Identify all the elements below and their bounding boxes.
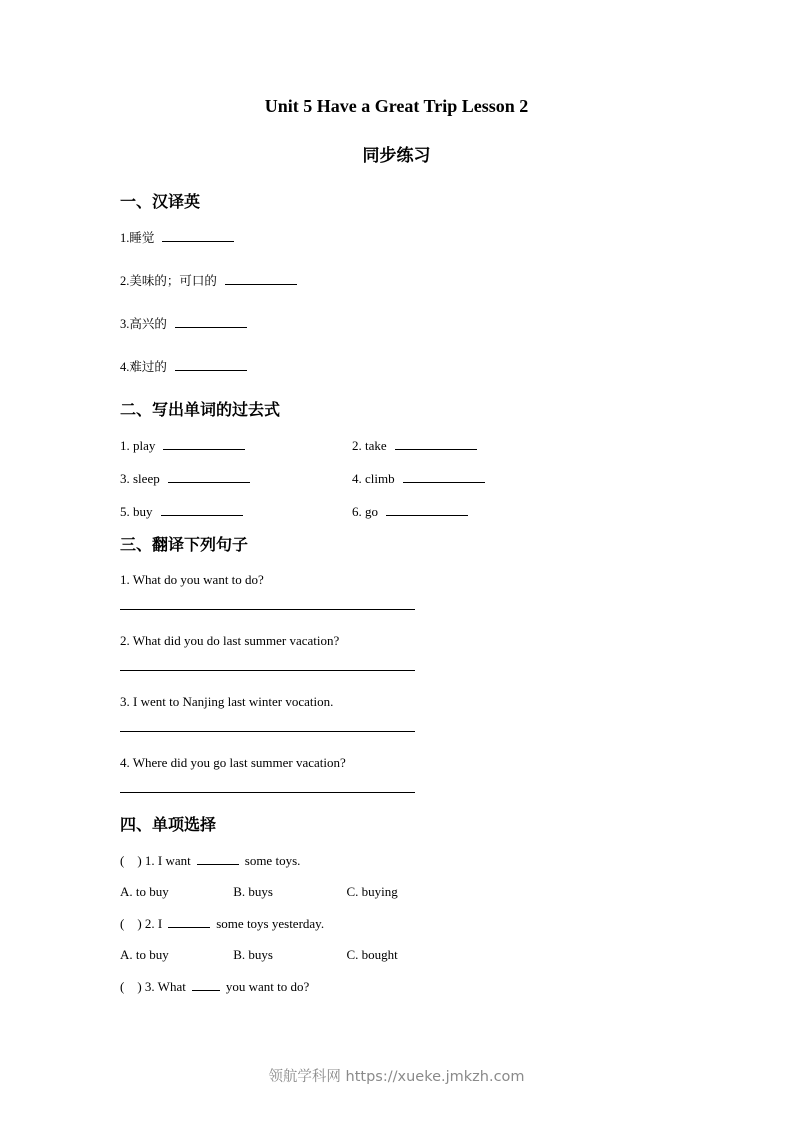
word-item — [120, 502, 352, 521]
page-subtitle: 同步练习 — [362, 146, 431, 166]
answer-blank — [386, 502, 468, 516]
sentence-item: 3. I went to Nanjing last winter vocation. — [120, 694, 334, 709]
item-label: 1.睡觉 — [120, 231, 155, 245]
sentence-item: 4. Where did you go last summer vacation? — [120, 755, 346, 770]
question-prefix: ( ) 1. I want — [120, 853, 191, 868]
question-suffix: some toys. — [244, 853, 301, 868]
answer-blank — [175, 357, 247, 371]
word-row — [120, 502, 620, 521]
word-item — [120, 469, 352, 488]
page-title: Unit 5 Have a Great Trip Lesson 2 — [264, 96, 529, 116]
section-past-tense — [120, 400, 620, 521]
answer-blank — [225, 271, 297, 285]
footer-watermark: 领航学科网 https://xueke.jmkzh.com — [268, 1069, 525, 1085]
word-label: 1. play — [120, 438, 156, 453]
section4-heading: 四、单项选择 — [120, 815, 217, 834]
answer-blank — [197, 851, 239, 865]
section-translate-sentences — [120, 535, 620, 793]
option-b: B. buys — [233, 947, 273, 962]
option-a: A. to buy — [120, 884, 169, 899]
item-label: 3.高兴的 — [120, 317, 167, 331]
mc-question — [120, 977, 620, 996]
word-label: 5. buy — [120, 504, 153, 519]
answer-blank — [403, 469, 485, 483]
answer-blank — [163, 436, 245, 450]
question-suffix: some toys yesterday. — [216, 916, 325, 931]
answer-blank — [395, 436, 477, 450]
worksheet-content — [120, 192, 620, 996]
question-suffix: you want to do? — [225, 979, 310, 994]
translation-item — [120, 228, 620, 247]
mc-question — [120, 851, 620, 870]
section-multiple-choice — [120, 815, 620, 996]
answer-blank — [168, 469, 250, 483]
word-label: 3. sleep — [120, 471, 160, 486]
word-row — [120, 436, 620, 455]
translation-item — [120, 357, 620, 376]
section3-heading: 三、翻译下列句子 — [120, 535, 249, 554]
answer-blank — [162, 228, 234, 242]
mc-options — [120, 946, 620, 964]
question-prefix: ( ) 2. I — [120, 916, 163, 931]
option-c: C. bought — [346, 947, 398, 962]
section1-heading: 一、汉译英 — [120, 192, 201, 211]
item-label: 2.美味的；可口的 — [120, 274, 217, 288]
mc-options — [120, 883, 620, 901]
question-prefix: ( ) 3. What — [120, 979, 186, 994]
translation-item — [120, 271, 620, 290]
sentence-item: 2. What did you do last summer vacation? — [120, 633, 340, 648]
answer-line — [120, 731, 415, 732]
option-a: A. to buy — [120, 947, 169, 962]
sentence-item: 1. What do you want to do? — [120, 572, 264, 587]
answer-line — [120, 792, 415, 793]
word-item — [352, 469, 485, 488]
word-item — [120, 436, 352, 455]
word-item — [352, 502, 468, 521]
answer-line — [120, 670, 415, 671]
word-row — [120, 469, 620, 488]
answer-blank — [161, 502, 243, 516]
answer-blank — [192, 977, 220, 991]
mc-question — [120, 914, 620, 933]
answer-blank — [168, 914, 210, 928]
word-label: 6. go — [352, 504, 378, 519]
section2-heading: 二、写出单词的过去式 — [120, 400, 281, 419]
answer-line — [120, 609, 415, 610]
word-label: 2. take — [352, 438, 387, 453]
option-c: C. buying — [346, 884, 398, 899]
translation-item — [120, 314, 620, 333]
answer-blank — [175, 314, 247, 328]
word-label: 4. climb — [352, 471, 395, 486]
word-item — [352, 436, 477, 455]
section-chinese-to-english — [120, 192, 620, 376]
option-b: B. buys — [233, 884, 273, 899]
item-label: 4.难过的 — [120, 360, 167, 374]
